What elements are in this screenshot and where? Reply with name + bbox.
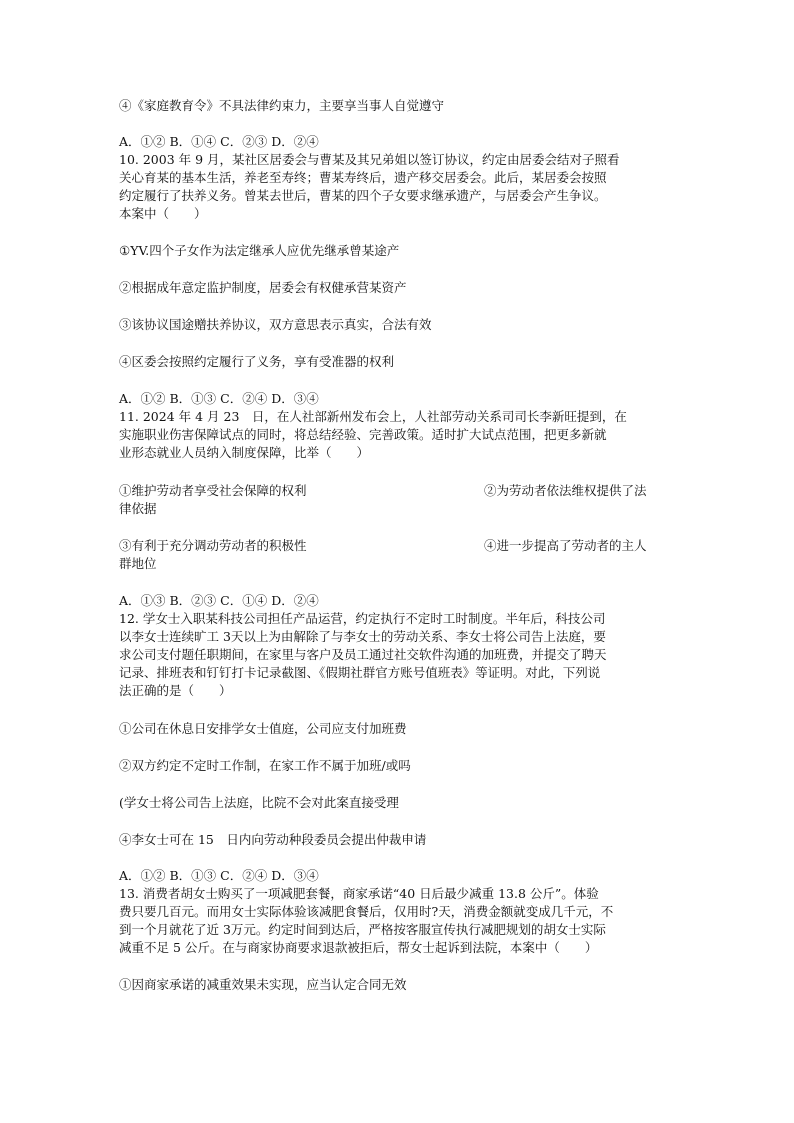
q9-choices: A．①② B．①④ C．②③ D．②④ (119, 134, 319, 149)
q11-stem-line-2: 实施职业伤害保障试点的同时，将总结经验、完善政策。适时扩大试点范围，把更多新就 (119, 427, 607, 442)
q10-option-1: ①YV.四个子女作为法定继承人应优先继承曾某途产 (119, 243, 400, 258)
q12-option-2: ②双方约定不定时工作制，在家工作不属于加班/或吗 (119, 758, 411, 773)
q11-option-4: ④进一步提高了劳动者的主人 (484, 538, 647, 553)
q13-stem-line-2: 费只要几百元。而用女士实际体验该减肥食餐后，仅用时?天，消费金额就变成几千元，不 (119, 904, 614, 919)
q13-stem-line-4: 减重不足 5 公斤。在与商家协商要求退款被拒后，帮女士起诉到法院，本案中（ ） (119, 940, 598, 955)
q10-stem-line-2: 关心育某的基本生活，养老至寿终；曹某寿终后，遗产移交居委会。此后，某居委会按照 (119, 170, 607, 185)
q10-stem-line-4: 本案中（ ） (119, 206, 207, 221)
q11-option-4-continued: 群地位 (119, 556, 157, 571)
q9-option-4: ④《家庭教育令》不具法律约束力，主要享当事人自觉遵守 (119, 98, 445, 113)
q12-stem-line-3: 求公司支付题任职期间，在家里与客户及员工通过社交软件沟通的加班费，并提交了聘天 (119, 647, 607, 662)
q12-option-3: (学女士将公司告上法庭，比院不会对此案直接受理 (119, 795, 399, 810)
q11-option-1: ①维护劳动者享受社会保障的权利 (119, 483, 307, 498)
q10-choices: A．①② B．①③ C．②④ D．③④ (119, 391, 319, 406)
q13-stem-line-1: 13. 消费者胡女士购买了一项减肥套餐，商家承诺“40 日后最少减重 13.8 公斤”。体验 (119, 886, 599, 901)
q12-choices: A．①② B．①③ C．②④ D．③④ (119, 868, 319, 883)
q13-stem-line-3: 到一个月就花了近 3万元。约定时间到达后，严格按客服宣传执行减肥规划的胡女士实际 (119, 922, 606, 937)
q12-stem-line-4: 记录、排班表和钉钉打卡记录截图、《假期社群官方账号值班表》等证明。对此，下列说 (119, 665, 601, 680)
q12-option-4: ④李女士可在 15 日内向劳动种段委员会提出仲裁申请 (119, 832, 427, 847)
q13-option-1: ①因商家承诺的减重效果未实现，应当认定合同无效 (119, 977, 407, 992)
q12-option-1: ①公司在休息日安排学女士值庭，公司应支付加班费 (119, 721, 407, 736)
q10-stem-line-3: 约定履行了扶养义务。曾某去世后，曹某的四个子女要求继承遗产，与居委会产生争议。 (119, 188, 607, 203)
q10-stem-line-1: 10. 2003 年 9 月，某社区居委会与曹某及其兄弟姐以签订协议，约定由居委会结对子照看 (119, 152, 620, 167)
q11-stem-line-1: 11. 2024 年 4 月 23 日，在人社部新州发布会上，人社部劳动关系司司长李新旺提到，在 (119, 409, 627, 424)
q12-stem-line-2: 以李女士连续旷工 3天以上为由解除了与李女士的劳动关系、李女士将公司告上法庭，要 (119, 629, 606, 644)
q11-option-2-continued: 律依据 (119, 501, 157, 516)
q11-option-2: ②为劳动者依法维权提供了法 (484, 483, 647, 498)
q11-choices: A．①③ B．②③ C．①④ D．②④ (119, 593, 319, 608)
q10-option-4: ④区委会按照约定履行了义务，享有受准器的权利 (119, 354, 395, 369)
q11-stem-line-3: 业形态就业人员纳入制度保障，比举（ ） (119, 445, 370, 460)
q10-option-3: ③该协议国途赠扶养协议，双方意思表示真实，合法有效 (119, 317, 432, 332)
q12-stem-line-1: 12. 学女士入职某科技公司担任产品运营，约定执行不定时工时制度。半年后，科技公司 (119, 611, 606, 626)
q10-option-2: ②根据成年意定监护制度，居委会有权健承营某资产 (119, 280, 407, 295)
q12-stem-line-5: 法正确的是（ ） (119, 683, 232, 698)
q11-option-3: ③有利于充分调动劳动者的积极性 (119, 538, 307, 553)
